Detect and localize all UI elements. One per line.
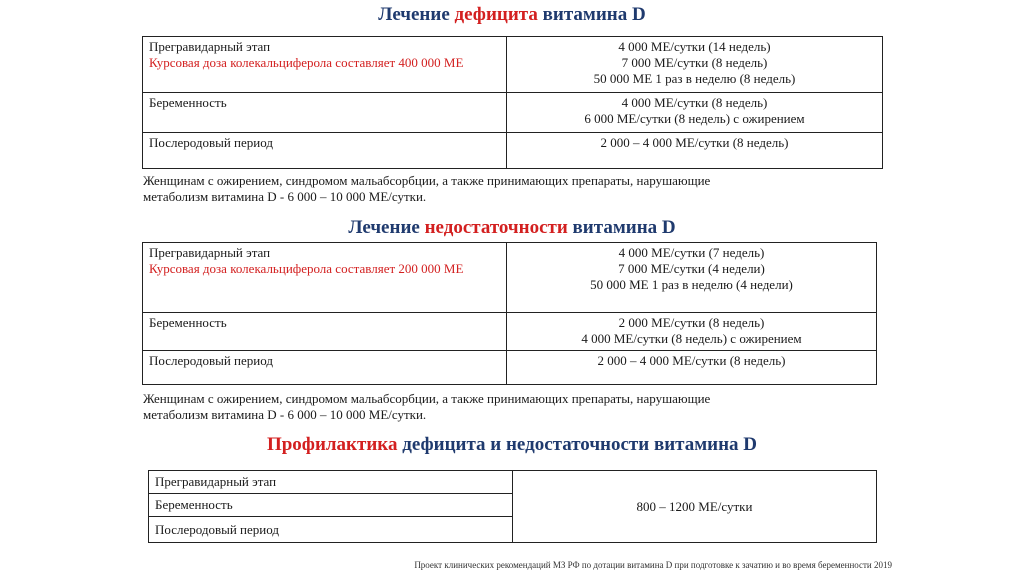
title-text: витамина D (567, 217, 676, 238)
dose-cell (507, 243, 877, 313)
dose-cell (507, 93, 883, 133)
title-highlight: недостаточности (424, 217, 568, 238)
dose-cell (507, 133, 883, 169)
section2-note (143, 391, 710, 423)
section1-note (143, 173, 710, 205)
stage-cell (149, 471, 513, 494)
dose-line: 2 000 МЕ/сутки (8 недель) (618, 315, 765, 330)
note-line: Женщинам с ожирением, синдромом мальабсорбции, а также принимающих препараты, нарушающие (143, 391, 711, 406)
stage-label: Послеродовый период (155, 521, 279, 537)
title-highlight: Профилактика (266, 434, 398, 455)
dose-line: 2 000 – 4 000 МЕ/сутки (8 недель) (600, 135, 789, 150)
dose-line: 2 000 – 4 000 МЕ/сутки (8 недель) (597, 353, 786, 368)
dose-line: 7 000 МЕ/сутки (8 недель) (621, 55, 768, 70)
stage-label: Беременность (155, 497, 233, 512)
title-text: витамина D (537, 4, 646, 25)
title-highlight: дефицита (454, 4, 538, 25)
prophylaxis-table (148, 470, 877, 543)
dose-cell (513, 471, 877, 543)
section1-title (0, 4, 1024, 26)
stage-cell (149, 517, 513, 543)
dose-cell (507, 351, 877, 385)
stage-cell (143, 93, 507, 133)
note-line: Женщинам с ожирением, синдромом мальабсорбции, а также принимающих препараты, нарушающие (143, 173, 711, 188)
dose-line: 7 000 МЕ/сутки (4 недели) (618, 261, 765, 276)
title-text: Лечение (378, 4, 455, 25)
dose-line: 800 – 1200 МЕ/сутки (636, 498, 753, 514)
note-line: метаболизм витамина D - 6 000 – 10 000 МЕ/сутки. (143, 189, 427, 204)
dose-line: 50 000 МЕ 1 раз в неделю (4 недели) (590, 277, 793, 292)
note-line: метаболизм витамина D - 6 000 – 10 000 МЕ/сутки. (143, 407, 427, 422)
insufficiency-table (142, 242, 877, 385)
stage-cell (143, 351, 507, 385)
stage-cell (143, 243, 507, 313)
dose-line: 4 000 МЕ/сутки (8 недель) (621, 95, 768, 110)
stage-cell (149, 494, 513, 517)
stage-cell (143, 313, 507, 351)
stage-cell (143, 37, 507, 93)
deficiency-table (142, 36, 883, 169)
section3-title (0, 434, 1024, 456)
stage-label: Прегравидарный этап (155, 474, 277, 489)
table-row (143, 133, 883, 169)
dose-line: 4 000 МЕ/сутки (7 недель) (618, 245, 765, 260)
stage-label: Послеродовый период (149, 135, 273, 150)
title-text: Лечение (348, 217, 425, 238)
section2-title (0, 217, 1024, 239)
table-row (143, 313, 877, 351)
source-footer: Проект клинических рекомендаций МЗ РФ по дотации витамина D при подготовке к зачатию и во время беременности 2019 (414, 560, 892, 570)
dose-line: 4 000 МЕ/сутки (8 недель) с ожирением (581, 331, 802, 346)
stage-label: Послеродовый период (149, 353, 273, 368)
dose-line: 50 000 МЕ 1 раз в неделю (8 недель) (593, 71, 796, 86)
stage-label: Прегравидарный этап (149, 245, 271, 260)
stage-label: Беременность (149, 95, 227, 110)
table-row (143, 93, 883, 133)
stage-label: Прегравидарный этап (149, 39, 271, 54)
dose-line: 4 000 МЕ/сутки (14 недель) (618, 39, 771, 54)
title-text: дефицита и недостаточности витамина D (397, 434, 758, 455)
table-row (143, 351, 877, 385)
dose-line: 6 000 МЕ/сутки (8 недель) с ожирением (584, 111, 805, 126)
table-row (143, 37, 883, 93)
dose-cell (507, 37, 883, 93)
stage-label: Беременность (149, 315, 227, 330)
stage-cell (143, 133, 507, 169)
table-row (143, 243, 877, 313)
table-row (149, 471, 877, 494)
dose-cell (507, 313, 877, 351)
course-dose-note: Курсовая доза колекальциферола составляет 200 000 МЕ (149, 261, 464, 276)
course-dose-note: Курсовая доза колекальциферола составляет 400 000 МЕ (149, 55, 464, 70)
